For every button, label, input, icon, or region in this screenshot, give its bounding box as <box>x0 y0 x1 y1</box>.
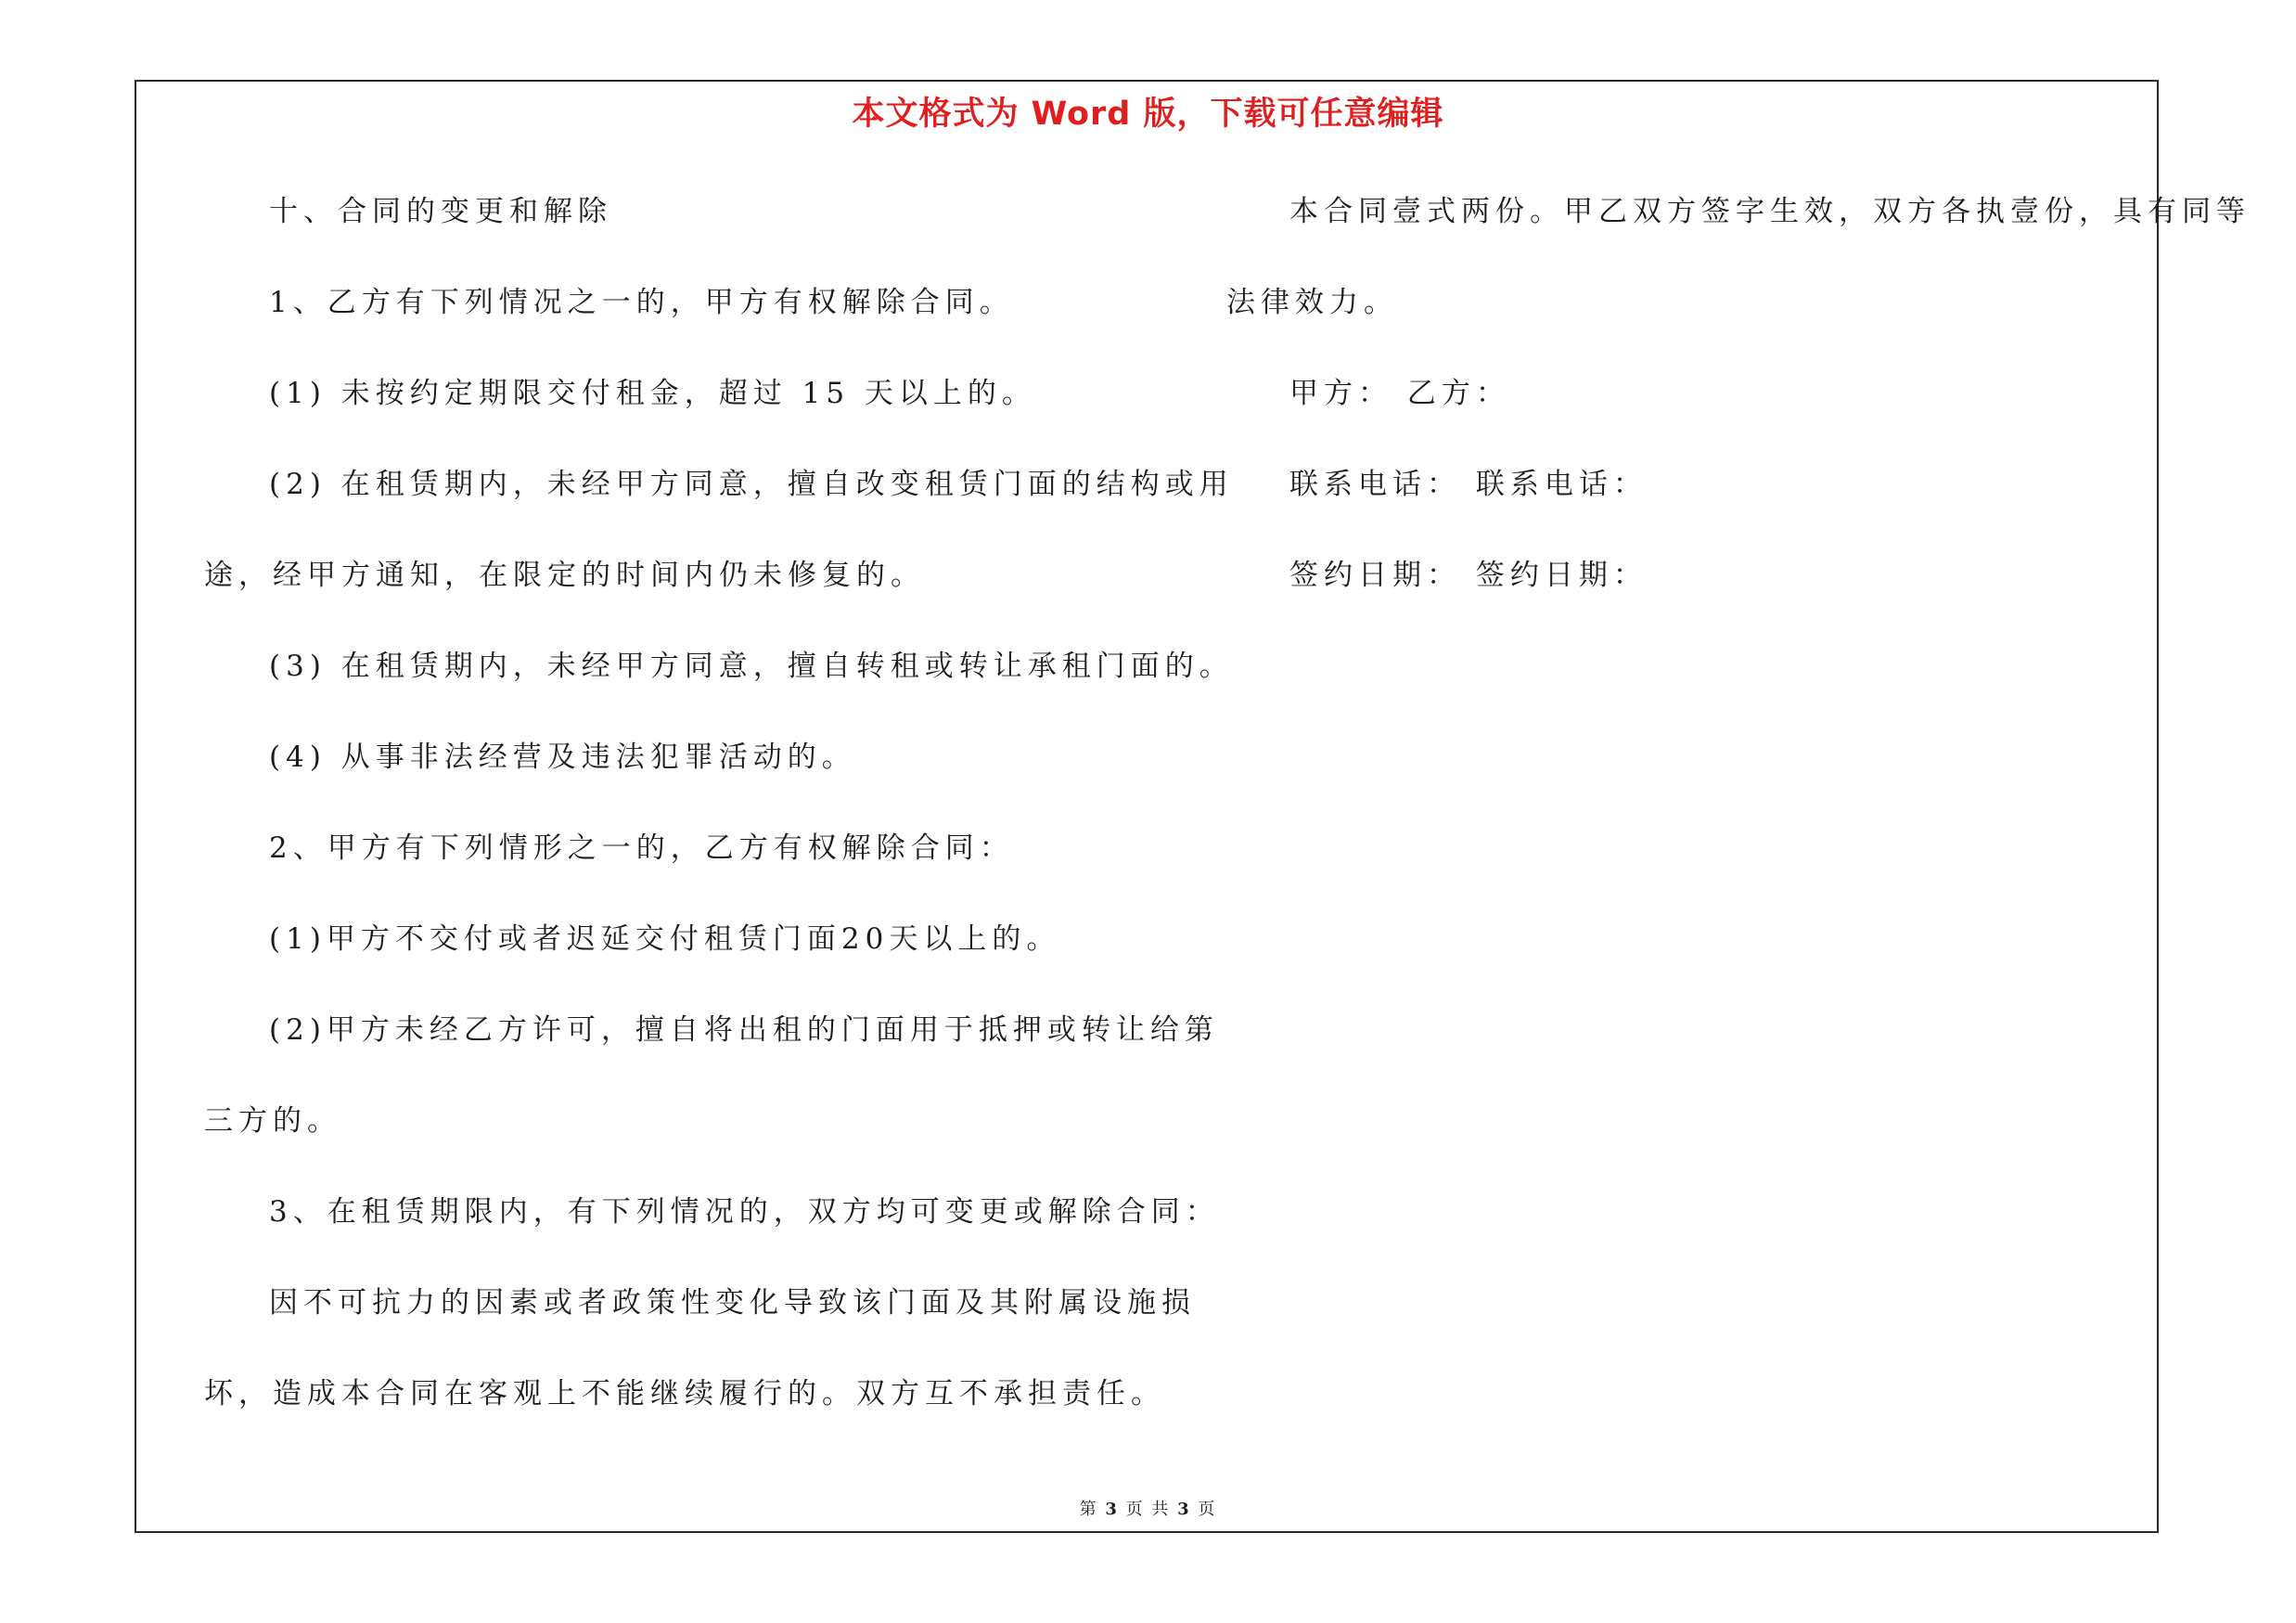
paragraph-line: (1) 未按约定期限交付租金，超过 15 天以上的。 <box>269 377 1036 410</box>
word-format-banner: 本文格式为 Word 版，下载可任意编辑 <box>852 96 1444 133</box>
paragraph-line: 1、乙方有下列情况之一的，甲方有权解除合同。 <box>269 286 1014 319</box>
paragraph-line: 法律效力。 <box>1226 286 1398 319</box>
paragraph-line: 途，经甲方通知，在限定的时间内仍未修复的。 <box>204 559 925 592</box>
paragraph-line: 3、在租赁期限内，有下列情况的，双方均可变更或解除合同： <box>269 1195 1220 1229</box>
section-heading: 十、合同的变更和解除 <box>269 195 612 228</box>
paragraph-line: 2、甲方有下列情形之一的，乙方有权解除合同： <box>269 831 1014 865</box>
paragraph-line: (1)甲方不交付或者迟延交付租赁门面20天以上的。 <box>269 922 1061 956</box>
page-footer <box>0 1496 2296 1520</box>
paragraph-line: (3) 在租赁期内，未经甲方同意，擅自转租或转让承租门面的。 <box>269 650 1234 683</box>
paragraph-line: (2)甲方未经乙方许可，擅自将出租的门面用于抵押或转让给第 <box>269 1013 1219 1047</box>
paragraph-line: 坏，造成本合同在客观上不能继续履行的。双方互不承担责任。 <box>204 1377 1165 1410</box>
paragraph-line: 三方的。 <box>204 1104 341 1138</box>
footer-suffix: 页 <box>1198 1500 1217 1519</box>
signature-party-line: 甲方： 乙方： <box>1289 377 1510 410</box>
contact-phone-line: 联系电话： 联系电话： <box>1289 468 1648 501</box>
current-page-number: 3 <box>1105 1500 1119 1519</box>
footer-middle: 页 共 <box>1125 1500 1171 1519</box>
paragraph-line: 本合同壹式两份。甲乙双方签字生效，双方各执壹份，具有同等 <box>1289 195 2251 228</box>
paragraph-line: (2) 在租赁期内，未经甲方同意，擅自改变租赁门面的结构或用 <box>269 468 1234 501</box>
paragraph-line: (4) 从事非法经营及违法犯罪活动的。 <box>269 741 856 774</box>
total-pages-number: 3 <box>1177 1500 1191 1519</box>
footer-prefix: 第 <box>1079 1500 1098 1519</box>
paragraph-line: 因不可抗力的因素或者政策性变化导致该门面及其附属设施损 <box>269 1286 1196 1320</box>
signing-date-line: 签约日期： 签约日期： <box>1289 559 1648 592</box>
